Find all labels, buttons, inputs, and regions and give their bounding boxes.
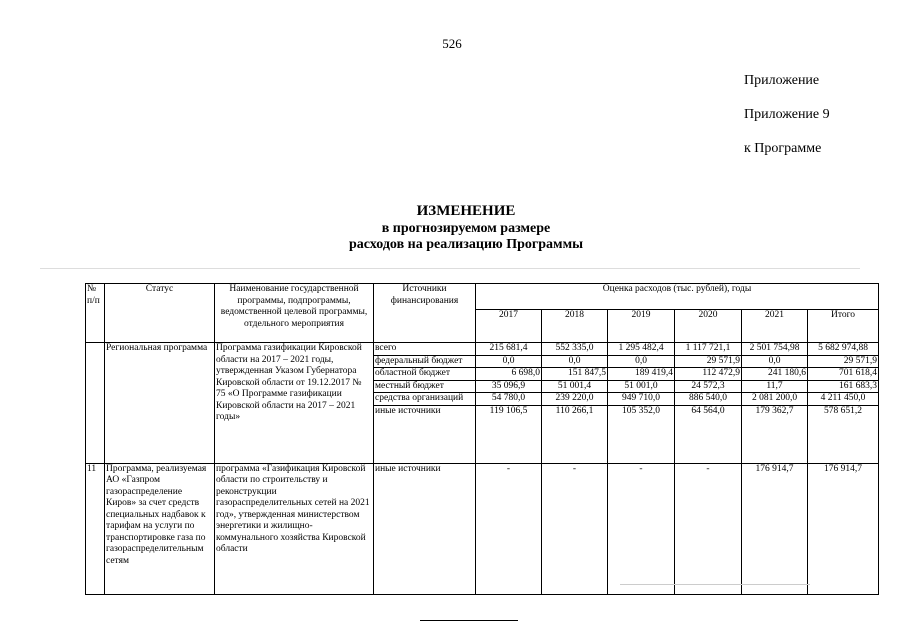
row-status: Программа, реализуемая АО «Газпром газораспределение Киров» за счет средств специальных надбавок к тарифам на услуги по транспортировке газа по газораспределительным сетям [105, 463, 215, 594]
value-cell: 1 295 482,4 [608, 343, 675, 356]
header-year: 2017 [476, 310, 542, 343]
value-cell: 54 780,0 [476, 393, 542, 406]
value-cell: 35 096,9 [476, 380, 542, 393]
value-cell: - [675, 463, 742, 594]
row-source: средства организаций [374, 393, 476, 406]
value-cell: 112 472,9 [675, 368, 742, 381]
value-cell: 176 914,7 [808, 463, 879, 594]
document-subtitle-line1: в прогнозируемом размере [381, 221, 551, 236]
header-year: 2021 [742, 310, 808, 343]
value-cell: 552 335,0 [542, 343, 608, 356]
value-cell: 24 572,3 [675, 380, 742, 393]
header-funding-sources: Источники финансирования [374, 284, 476, 343]
appendix-label: Приложение [744, 73, 820, 88]
appendix-number-label: Приложение 9 [744, 107, 830, 122]
footnote-separator-line [420, 620, 518, 621]
row-number [86, 343, 105, 464]
value-cell: 51 001,0 [608, 380, 675, 393]
value-cell: 886 540,0 [675, 393, 742, 406]
document-title: ИЗМЕНЕНИЕ [416, 203, 516, 219]
value-cell: 6 698,0 [476, 368, 542, 381]
row-source: местный бюджет [374, 380, 476, 393]
value-cell: 701 618,4 [808, 368, 879, 381]
row-source: иные источники [374, 463, 476, 594]
value-cell: 189 419,4 [608, 368, 675, 381]
value-cell: 179 362,7 [742, 405, 808, 463]
value-cell: 11,7 [742, 380, 808, 393]
value-cell: 2 501 754,98 [742, 343, 808, 356]
header-program-name: Наименование государственной программы, подпрограммы, ведомственной целевой программы, отдельного мероприятия [215, 284, 374, 343]
value-cell: 119 106,5 [476, 405, 542, 463]
value-cell: 110 266,1 [542, 405, 608, 463]
row-source: иные источники [374, 405, 476, 463]
value-cell: 29 571,9 [808, 355, 879, 368]
value-cell: 29 571,9 [675, 355, 742, 368]
header-year: 2019 [608, 310, 675, 343]
value-cell: 151 847,5 [542, 368, 608, 381]
value-cell: 2 081 200,0 [742, 393, 808, 406]
value-cell: 64 564,0 [675, 405, 742, 463]
value-cell: 239 220,0 [542, 393, 608, 406]
value-cell: 0,0 [742, 355, 808, 368]
header-expense-estimate: Оценка расходов (тыс. рублей), годы [476, 284, 879, 310]
value-cell: 4 211 450,0 [808, 393, 879, 406]
header-number: № п/п [86, 284, 105, 343]
value-cell: 5 682 974,88 [808, 343, 879, 356]
value-cell: - [608, 463, 675, 594]
value-cell: 176 914,7 [742, 463, 808, 594]
value-cell: 241 180,6 [742, 368, 808, 381]
value-cell: 0,0 [476, 355, 542, 368]
value-cell: 161 683,3 [808, 380, 879, 393]
value-cell: - [542, 463, 608, 594]
table-header-row [86, 284, 879, 310]
value-cell: 949 710,0 [608, 393, 675, 406]
value-cell: 0,0 [608, 355, 675, 368]
budget-table [85, 283, 879, 595]
page-number: 526 [442, 36, 462, 51]
table-row [86, 463, 879, 594]
scan-artifact-line [40, 268, 860, 269]
value-cell: - [476, 463, 542, 594]
value-cell: 0,0 [542, 355, 608, 368]
row-source: областной бюджет [374, 368, 476, 381]
header-year: 2018 [542, 310, 608, 343]
row-program-name: программа «Газификация Кировской области по строительству и реконструкции газораспределительных сетей на 2021 год», утвержденная министерством энергетики и жилищно-коммунального хозяйства Кировской области [215, 463, 374, 594]
value-cell: 215 681,4 [476, 343, 542, 356]
row-source: всего [374, 343, 476, 356]
value-cell: 105 352,0 [608, 405, 675, 463]
row-number: 11 [86, 463, 105, 594]
document-subtitle-line2: расходов на реализацию Программы [348, 237, 584, 252]
value-cell: 51 001,4 [542, 380, 608, 393]
header-total: Итого [808, 310, 879, 343]
appendix-to-program-label: к Программе [744, 141, 822, 156]
table-row [86, 343, 879, 356]
value-cell: 1 117 721,1 [675, 343, 742, 356]
row-program-name: Программа газификации Кировской области на 2017 – 2021 годы, утвержденная Указом Губернатора Кировской области от 19.12.2017 № 75 «О Программе газификации Кировской области на 2017 – 2021 годы» [215, 343, 374, 464]
header-status: Статус [105, 284, 215, 343]
value-cell: 578 651,2 [808, 405, 879, 463]
row-source: федеральный бюджет [374, 355, 476, 368]
row-status: Региональная программа [105, 343, 215, 464]
scan-artifact-line [620, 584, 810, 585]
header-year: 2020 [675, 310, 742, 343]
